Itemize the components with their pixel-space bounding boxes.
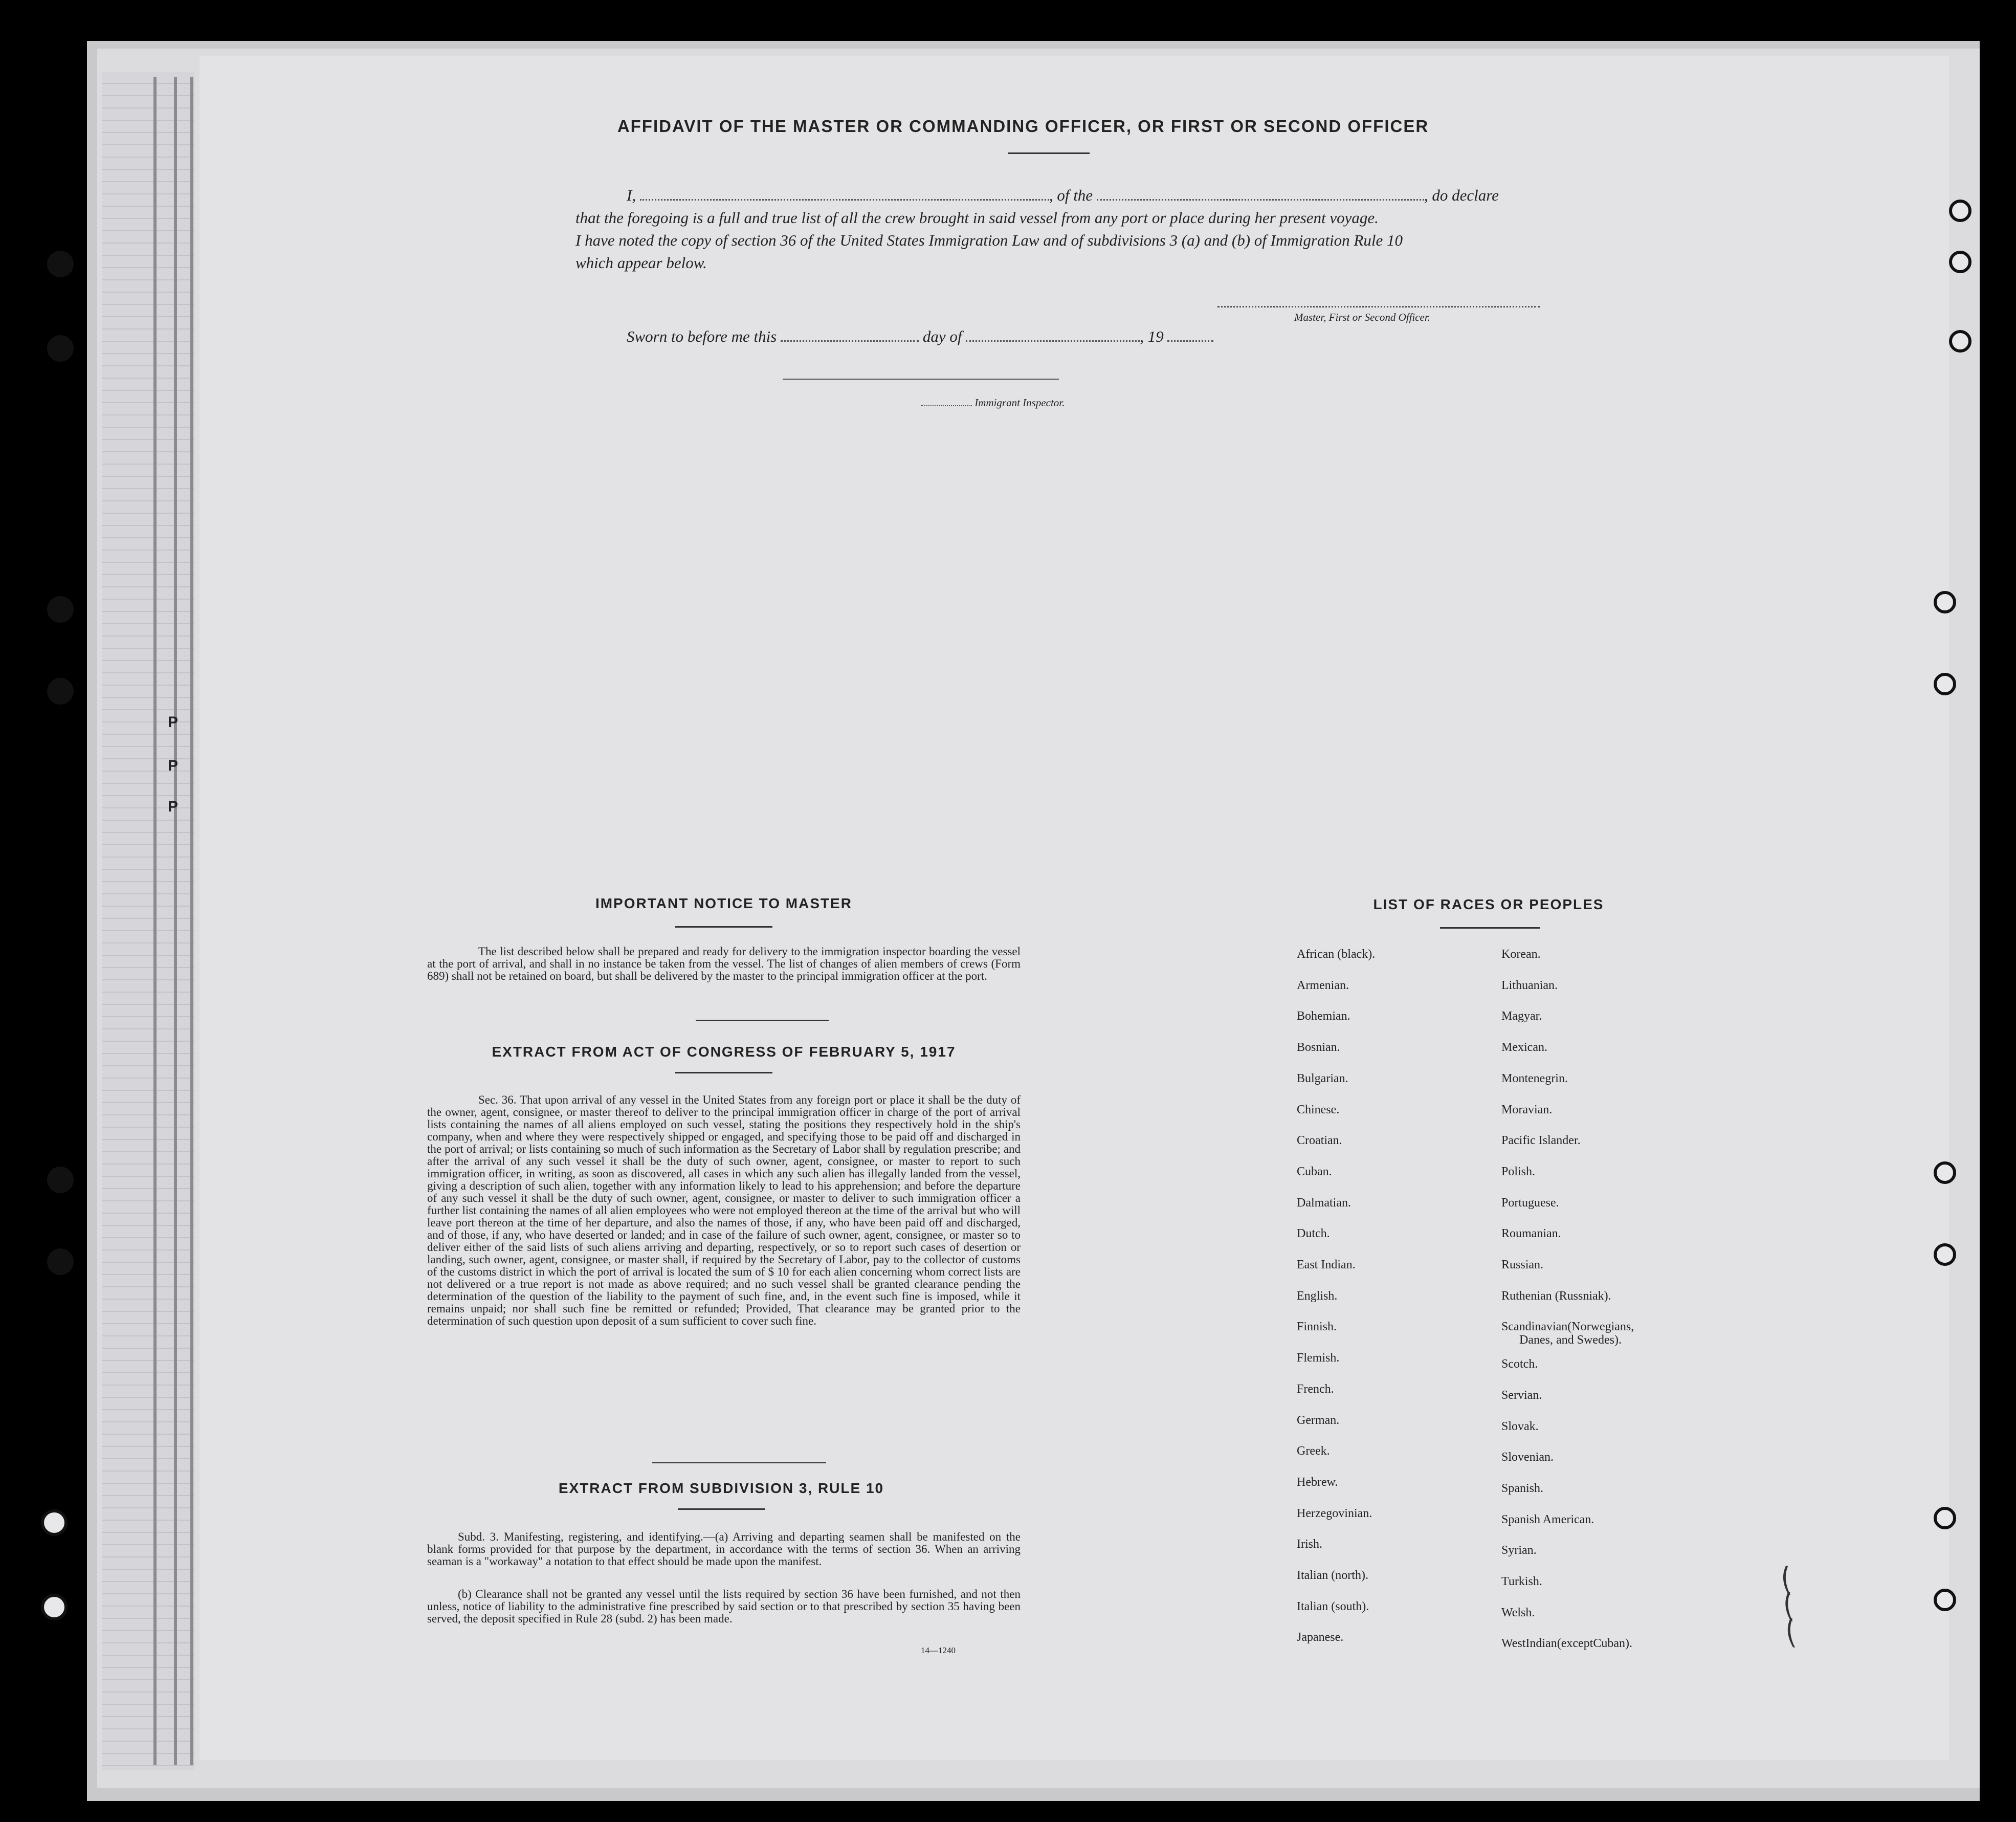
inspector-signature-blank — [783, 379, 1059, 380]
signature-blank — [1217, 306, 1540, 308]
sworn-prefix: Sworn to before me this — [627, 327, 777, 345]
sworn-line — [627, 325, 1292, 348]
race-item: Montenegrin. — [1501, 1071, 1568, 1085]
declaration-text: that the foregoing is a full and true list of all the crew brought in said vessel from any port or place during her present voyage. — [575, 209, 1379, 227]
race-item: Mexican. — [1501, 1041, 1547, 1055]
race-item: Korean. — [1501, 948, 1541, 961]
binder-hole — [1934, 1507, 1956, 1529]
race-item: Lithuanian. — [1501, 978, 1558, 992]
race-item: German. — [1297, 1413, 1340, 1427]
binder-hole — [47, 251, 74, 277]
divider — [675, 1072, 772, 1073]
rule-extract-title: EXTRACT FROM SUBDIVISION 3, RULE 10 — [558, 1480, 884, 1496]
margin-letter: P — [168, 714, 179, 731]
divider — [1008, 152, 1090, 154]
race-item: English. — [1297, 1289, 1338, 1303]
race-item: Polish. — [1501, 1165, 1536, 1178]
race-item: Moravian. — [1501, 1103, 1553, 1116]
day-blank — [781, 340, 919, 342]
inspector-dash — [921, 405, 972, 406]
divider — [675, 926, 772, 928]
race-item: East Indian. — [1297, 1258, 1356, 1271]
race-item: Chinese. — [1297, 1103, 1340, 1116]
race-item: Bulgarian. — [1297, 1071, 1348, 1085]
race-item: Italian (north). — [1297, 1569, 1368, 1582]
race-item: French. — [1297, 1382, 1334, 1396]
race-item: Japanese. — [1297, 1631, 1344, 1644]
rule-extract-text-b: (b) Clearance shall not be granted any vessel until the lists required by section 36 have been furnished, and not then unless, notice of liability to the administrative fine prescribed by said section or to that prescribed by section 35 having been served, the deposit specified in Rule 28 (subd. 2) has been made. — [427, 1588, 1021, 1625]
race-item: Turkish. — [1501, 1575, 1542, 1588]
margin-line — [153, 77, 157, 1765]
affidavit-title: AFFIDAVIT OF THE MASTER OR COMMANDING OFFICER, OR FIRST OR SECOND OFFICER — [617, 117, 1429, 136]
race-item: Roumanian. — [1501, 1227, 1561, 1241]
race-item: Cuban. — [1297, 1165, 1332, 1178]
binder-hole — [1934, 591, 1956, 613]
inspector-label — [921, 397, 1065, 409]
race-item: Welsh. — [1501, 1606, 1535, 1619]
race-item: Spanish American. — [1501, 1512, 1594, 1526]
binder-hole — [1934, 1161, 1956, 1184]
race-item: Croatian. — [1297, 1134, 1342, 1148]
race-item: Pacific Islander. — [1501, 1134, 1581, 1148]
binder-hole — [41, 1509, 68, 1536]
divider — [678, 1508, 765, 1510]
declaration-do-declare: , do declare — [1424, 186, 1499, 204]
race-item: Scotch. — [1501, 1357, 1538, 1371]
race-item: Slovak. — [1501, 1419, 1539, 1433]
handwritten-note: ⁀⁀⁀ — [1784, 1570, 1827, 1653]
year-blank — [1167, 340, 1213, 342]
race-item: Dalmatian. — [1297, 1196, 1351, 1210]
notice-text: The list described below shall be prepared and ready for delivery to the immigration inspector boarding the vessel at the port of arrival, and shall in no instance be taken from the vessel. The list of changes of alien members of crews (Form 689) shall not be retained on board, but shall be delivered by the master to the principal immigration officer at the port. — [427, 945, 1021, 982]
race-item: Dutch. — [1297, 1227, 1330, 1241]
form-number: 14—1240 — [921, 1645, 956, 1655]
race-item: Herzegovinian. — [1297, 1506, 1372, 1520]
race-item: Magyar. — [1501, 1009, 1542, 1023]
race-item: Bosnian. — [1297, 1041, 1340, 1055]
sworn-year: , 19 — [1140, 327, 1164, 345]
race-item: Spanish. — [1501, 1481, 1544, 1495]
race-item: Syrian. — [1501, 1544, 1537, 1557]
binder-hole — [1949, 330, 1971, 353]
sworn-day-of: day of — [922, 327, 962, 345]
inspector-label-text: Immigrant Inspector. — [974, 397, 1065, 409]
race-item: Flemish. — [1297, 1351, 1340, 1365]
vessel-blank — [1097, 199, 1424, 201]
name-blank — [640, 199, 1049, 201]
margin-line — [190, 77, 193, 1765]
binder-hole — [1934, 1243, 1956, 1266]
binder-hole — [41, 1594, 68, 1620]
race-item: Hebrew. — [1297, 1475, 1338, 1489]
divider — [1440, 927, 1540, 929]
margin-line — [174, 77, 177, 1765]
race-item: Slovenian. — [1501, 1451, 1554, 1464]
month-blank — [966, 340, 1140, 342]
race-item: Russian. — [1501, 1258, 1544, 1271]
ruled-margin-strip — [102, 72, 194, 1770]
rule-extract-text-a: Subd. 3. Manifesting, registering, and identifying.—(a) Arriving and departing seamen shall be manifested on the blank forms provided for that purpose by the department, in accordance with the terms of section 36. When an arriving seaman is a "workaway" a notation to that effect should be made upon the manifest. — [427, 1530, 1021, 1568]
form-page — [200, 56, 1949, 1760]
declaration-i: I, — [627, 186, 636, 204]
race-item: Portuguese. — [1501, 1196, 1559, 1210]
races-title: LIST OF RACES OR PEOPLES — [1373, 896, 1604, 912]
binder-hole — [1934, 1589, 1956, 1611]
race-item: Armenian. — [1297, 978, 1349, 992]
binder-hole — [47, 1248, 74, 1275]
declaration-text: I have noted the copy of section 36 of the United States Immigration Law and of subdivisions 3 (a) and (b) of Immigration Rule 10 — [575, 231, 1403, 249]
margin-letter: P — [168, 757, 179, 774]
binder-hole — [47, 596, 74, 623]
binder-hole — [47, 1167, 74, 1193]
binder-hole — [1949, 200, 1971, 222]
race-item: Servian. — [1501, 1388, 1542, 1402]
divider — [652, 1462, 826, 1463]
declaration-line — [575, 184, 1547, 207]
declaration-text: which appear below. — [575, 254, 707, 272]
race-item-continuation: Danes, and Swedes). — [1519, 1333, 1622, 1347]
binder-hole — [1934, 673, 1956, 695]
race-item: Bohemian. — [1297, 1009, 1350, 1023]
act-extract-title: EXTRACT FROM ACT OF CONGRESS OF FEBRUARY 5, 1917 — [492, 1044, 956, 1060]
race-item: Scandinavian(Norwegians, — [1501, 1320, 1634, 1334]
binder-hole — [47, 335, 74, 362]
declaration-of-the: , of the — [1049, 186, 1093, 204]
margin-letter: P — [168, 798, 179, 815]
race-item: Italian (south). — [1297, 1599, 1369, 1613]
master-signature-label: Master, First or Second Officer. — [1294, 311, 1430, 323]
race-item: Irish. — [1297, 1538, 1322, 1551]
race-item: Greek. — [1297, 1444, 1330, 1458]
notice-title: IMPORTANT NOTICE TO MASTER — [595, 895, 853, 911]
race-item: WestIndian(exceptCuban). — [1501, 1637, 1632, 1651]
binder-hole — [1949, 251, 1971, 273]
race-item: Ruthenian (Russniak). — [1501, 1289, 1611, 1303]
act-extract-text: Sec. 36. That upon arrival of any vessel in the United States from any foreign port or place it shall be the duty of the owner, agent, consignee, or master thereof to deliver to the principal immigration officer in charge of the port of arrival lists containing the names of all aliens employed on such vessel, stating the positions they respectively hold in the ship's company, when and where they were respectively shipped or engaged, and specifying those to be paid off and discharged in the port of arrival; or lists containing so much of such information as the Secretary of Labor shall by regulation prescribe; and after the arrival of any such vessel it shall be the duty of such owner, agent, consignee, or master to report to such immigration officer, in writing, as soon as discovered, all cases in which any such alien has illegally landed from the vessel, giving a description of such alien, together with any information likely to lead to his apprehension; and before the departure of any such vessel it shall be the duty of such owner, agent, consignee, or master to deliver to such immigration officer a further list containing the names of all alien employees who were not employed thereon at the time of the arrival but who will leave port thereon at the time of her departure, and also the names of those, if any, who have been paid off and discharged, and of those, if any, who have deserted or landed; and in case of the failure of such owner, agent, consignee, or master so to deliver either of the said lists of such aliens arriving and departing, respectively, or so to report such cases of desertion or landing, such owner, agent, consignee, or master shall, if required by the Secretary of Labor, pay to the collector of customs of the customs district in which the port of arrival is located the sum of $ 10 for each alien concerning whom correct lists are not delivered or a true report is not made as above required; and no such vessel shall be granted clearance pending the determination of the question of the liability to the payment of such fine, and, in the event such fine is imposed, while it remains unpaid; nor shall such fine be remitted or refunded; Provided, That clearance may be granted prior to the determination of such question upon deposit of a sum sufficient to cover such fine. — [427, 1093, 1021, 1327]
race-item: African (black). — [1297, 948, 1376, 961]
race-item: Finnish. — [1297, 1320, 1337, 1334]
binder-hole — [47, 678, 74, 705]
divider — [696, 1020, 829, 1021]
